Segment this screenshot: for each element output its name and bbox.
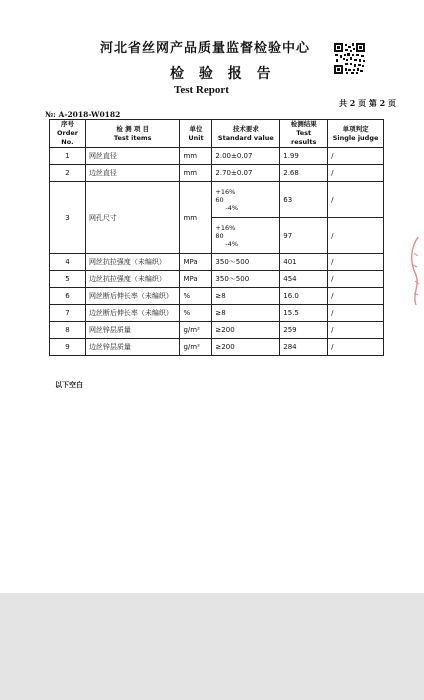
cell-no: 7	[50, 305, 86, 322]
col-results	[280, 120, 328, 148]
edge-stamp-mark	[404, 235, 420, 307]
col-items	[85, 120, 180, 148]
tolerance-minus: -4%	[225, 203, 239, 212]
table-row	[50, 271, 384, 288]
cell-standard: 350～500	[212, 271, 280, 288]
cell-result: 97	[280, 218, 328, 254]
cell-no: 2	[50, 165, 86, 182]
cell-judge: /	[328, 182, 384, 218]
cell-result: 63	[280, 182, 328, 218]
cell-judge: /	[328, 218, 384, 254]
table-row	[50, 182, 384, 218]
cell-item: 网孔尺寸	[85, 182, 180, 254]
cell-item: 边丝锌层质量	[85, 339, 180, 356]
cell-result: 259	[280, 322, 328, 339]
cell-judge: /	[328, 254, 384, 271]
cell-unit: mm	[180, 148, 212, 165]
col-items-en: Test items	[113, 133, 152, 142]
cell-standard: ≥8	[212, 305, 280, 322]
blank-below-note: 以下空白	[55, 380, 83, 389]
cell-no: 8	[50, 322, 86, 339]
cell-standard: 350～500	[212, 254, 280, 271]
col-order-cn: 序号	[60, 120, 74, 128]
cell-no: 3	[50, 182, 86, 254]
table-row	[50, 165, 384, 182]
cell-unit: g/m²	[180, 322, 212, 339]
col-standard-cn: 技术要求	[232, 124, 259, 133]
col-judge-cn: 单项判定	[342, 124, 369, 133]
report-number: №: A-2018-W0182	[45, 110, 121, 119]
report-title-cn: 检 验 报 告	[170, 66, 276, 82]
cell-item: 网丝抗拉强度（未编织）	[85, 254, 180, 271]
cell-standard: ≥200	[212, 339, 280, 356]
cell-result: 15.5	[280, 305, 328, 322]
cell-item: 网丝直径	[85, 148, 180, 165]
cell-judge: /	[328, 271, 384, 288]
cell-result: 1.99	[280, 148, 328, 165]
cell-no: 9	[50, 339, 86, 356]
table-row	[50, 322, 384, 339]
cell-standard: 2.00±0.07	[212, 148, 280, 165]
col-unit-cn: 单位	[189, 124, 203, 133]
cell-result: 284	[280, 339, 328, 356]
col-judge-en: Single judge	[332, 133, 379, 142]
table-row	[50, 305, 384, 322]
col-results-cn: 检测结果	[290, 120, 317, 128]
cell-unit: mm	[180, 182, 212, 254]
cell-unit: %	[180, 288, 212, 305]
cell-item: 网丝断后伸长率（未编织）	[85, 288, 180, 305]
cell-standard-tolerance	[212, 182, 280, 218]
cell-standard: 2.70±0.07	[212, 165, 280, 182]
col-unit	[180, 120, 212, 148]
table-row	[50, 339, 384, 356]
cell-unit: mm	[180, 165, 212, 182]
col-order-en: Order No.	[56, 129, 78, 146]
cell-judge: /	[328, 305, 384, 322]
cell-standard: ≥8	[212, 288, 280, 305]
cell-no: 6	[50, 288, 86, 305]
cell-no: 1	[50, 148, 86, 165]
cell-judge: /	[328, 288, 384, 305]
cell-result: 16.0	[280, 288, 328, 305]
cell-item: 边丝抗拉强度（未编织）	[85, 271, 180, 288]
tolerance-minus: -4%	[225, 239, 239, 248]
tolerance-plus: +16%	[215, 223, 236, 232]
cell-item: 边丝直径	[85, 165, 180, 182]
table-row	[50, 288, 384, 305]
qr-code-icon	[333, 42, 366, 75]
cell-unit: MPa	[180, 254, 212, 271]
cell-unit: MPa	[180, 271, 212, 288]
organization-name: 河北省丝网产品质量监督检验中心	[100, 41, 311, 56]
report-title-en: Test Report	[174, 84, 229, 96]
tolerance-base: 60	[215, 195, 224, 204]
col-unit-en: Unit	[188, 133, 204, 142]
cell-no: 4	[50, 254, 86, 271]
col-standard	[212, 120, 280, 148]
tolerance-base: 80	[215, 231, 224, 240]
table-row	[50, 254, 384, 271]
col-standard-en: Standard value	[217, 133, 274, 142]
table-header-row	[50, 120, 384, 148]
tolerance-plus: +16%	[215, 187, 236, 196]
cell-judge: /	[328, 322, 384, 339]
results-table	[49, 119, 384, 356]
cell-unit: g/m²	[180, 339, 212, 356]
cell-judge: /	[328, 165, 384, 182]
cell-no: 5	[50, 271, 86, 288]
col-order	[50, 120, 86, 148]
cell-result: 454	[280, 271, 328, 288]
cell-item: 边丝断后伸长率（未编织）	[85, 305, 180, 322]
cell-result: 401	[280, 254, 328, 271]
col-results-en: Test results	[291, 129, 317, 146]
cell-unit: %	[180, 305, 212, 322]
cell-standard-tolerance	[212, 218, 280, 254]
table-row	[50, 148, 384, 165]
cell-judge: /	[328, 339, 384, 356]
cell-judge: /	[328, 148, 384, 165]
col-judge	[328, 120, 384, 148]
cell-result: 2.68	[280, 165, 328, 182]
page-info: 共 2 页 第 2 页	[338, 98, 396, 108]
col-items-cn: 检 测 项 目	[116, 124, 150, 133]
cell-standard: ≥200	[212, 322, 280, 339]
cell-item: 网丝锌层质量	[85, 322, 180, 339]
